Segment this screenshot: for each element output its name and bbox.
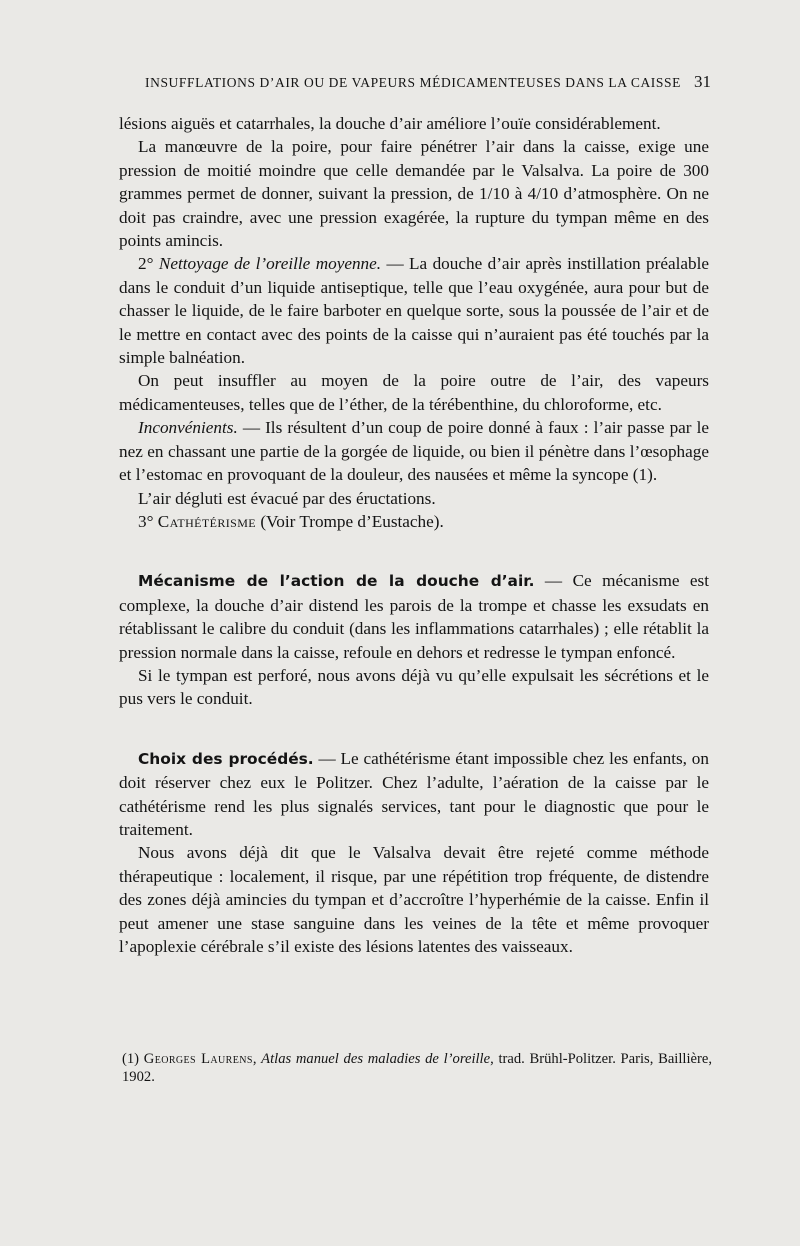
section-mecanisme [119, 569, 709, 664]
section-choix [119, 747, 709, 842]
footnote-title: Atlas manuel des maladies de l’oreille [261, 1051, 491, 1067]
running-title: INSUFFLATIONS D’AIR OU DE VAPEURS MÉDICAMENTEUSES DANS LA CAISSE [145, 75, 681, 90]
footnote-marker: (1) [122, 1051, 140, 1067]
running-header [145, 72, 711, 92]
paragraph-6: L’air dégluti est évacué par des éructations. [138, 488, 436, 508]
footnote-author: Georges Laurens [143, 1051, 253, 1067]
footnote: (1) Georges Laurens, Atlas manuel des maladies de l’oreille, trad. Brühl-Politzer. Paris, Baillière, 1902. [122, 1051, 712, 1085]
section-choix-text: — Le cathétérisme étant impossible chez les enfants, on doit réserver chez eux le Politzer. Chez l’adulte, l’aération de la caisse par le cathétérisme rend les plus signalés services, tant pour le diagnostic que pour le traitement. [119, 748, 709, 839]
paragraph-5-text: — Ils résultent d’un coup de poire donné à faux : l’air passe par le nez en chassant une partie de la gorgée de liquide, ou bien il pénètre dans l’œsophage et l’estomac en provoquant de la douleur, des nausées et même la syncope (1). [119, 418, 709, 485]
paragraph-3 [119, 252, 709, 369]
paragraph-7-text: (Voir Trompe d’Eustache). [256, 511, 444, 531]
section-title-mecanisme: Mécanisme de l’action de la douche d’air. [138, 572, 535, 591]
page-number: 31 [694, 72, 711, 91]
section-title-choix: Choix des procédés. [138, 749, 314, 768]
page-body [119, 112, 709, 958]
section-mecanisme-text: — Ce mécanisme est complexe, la douche d’air distend les parois de la trompe et chasse les exsudats en rétablissant le calibre du conduit (dans les inflammations catarrhales) ; elle rétablit la pression normale dans la caisse, refoule en dehors et redresse le tympan enfoncé. [119, 571, 709, 662]
paragraph-2: La manœuvre de la poire, pour faire pénétrer l’air dans la caisse, exige une pression de moitié moindre que celle demandée par le Valsalva. La poire de 300 grammes permet de donner, suivant la pression, de 1/10 à 4/10 d’atmosphère. On ne doit pas craindre, avec une pression exagérée, la rupture du tympan même en des points amincis. [119, 137, 709, 251]
catheterisme-term: Cathétérisme [157, 511, 257, 531]
footnote-rest: , trad. Brühl-Politzer. Paris, Baillière, 1902. [122, 1051, 712, 1085]
subsection-title-nettoyage: Nettoyage de l’oreille moyenne. [158, 254, 382, 274]
paragraph-1: lésions aiguës et catarrhales, la douche d’air améliore l’ouïe considérablement. [119, 114, 661, 133]
section-gap [119, 533, 709, 569]
subsection-title-inconvenients: Inconvénients. [138, 418, 238, 438]
section-choix-paragraph-2: Nous avons déjà dit que le Valsalva devait être rejeté comme méthode thérapeutique : localement, il risque, par une répétition trop fréquente, de distendre des zones déjà amincies du tympan et d’accroître l’hyperhémie de la caisse. Enfin il peut amener une stase sanguine dans les veines de la tête et même provoquer l’apoplexie cérébrale s’il existe des lésions latentes des vaisseaux. [119, 843, 709, 956]
section-mecanisme-paragraph-2: Si le tympan est perforé, nous avons déjà vu qu’elle expulsait les sécrétions et le pus vers le conduit. [119, 665, 709, 709]
paragraph-3-text: — La douche d’air après instillation préalable dans le conduit d’un liquide antiseptique, telle que l’eau oxygénée, aura pour but de chasser le liquide, de le faire barboter en quelque sorte, sous la poussée de l’air et de le mettre en contact avec des points de la caisse qui n’auraient pas été touchés par la simple balnéation. [119, 254, 709, 368]
item-number-3: 3° [138, 511, 154, 531]
paragraph-4: On peut insuffler au moyen de la poire outre de l’air, des vapeurs médicamenteuses, telles que de l’éther, de la térébenthine, du chloroforme, etc. [119, 371, 709, 414]
item-number-2: 2° [138, 254, 154, 274]
paragraph-7 [119, 510, 709, 533]
section-gap [119, 711, 709, 747]
paragraph-5 [119, 416, 709, 486]
